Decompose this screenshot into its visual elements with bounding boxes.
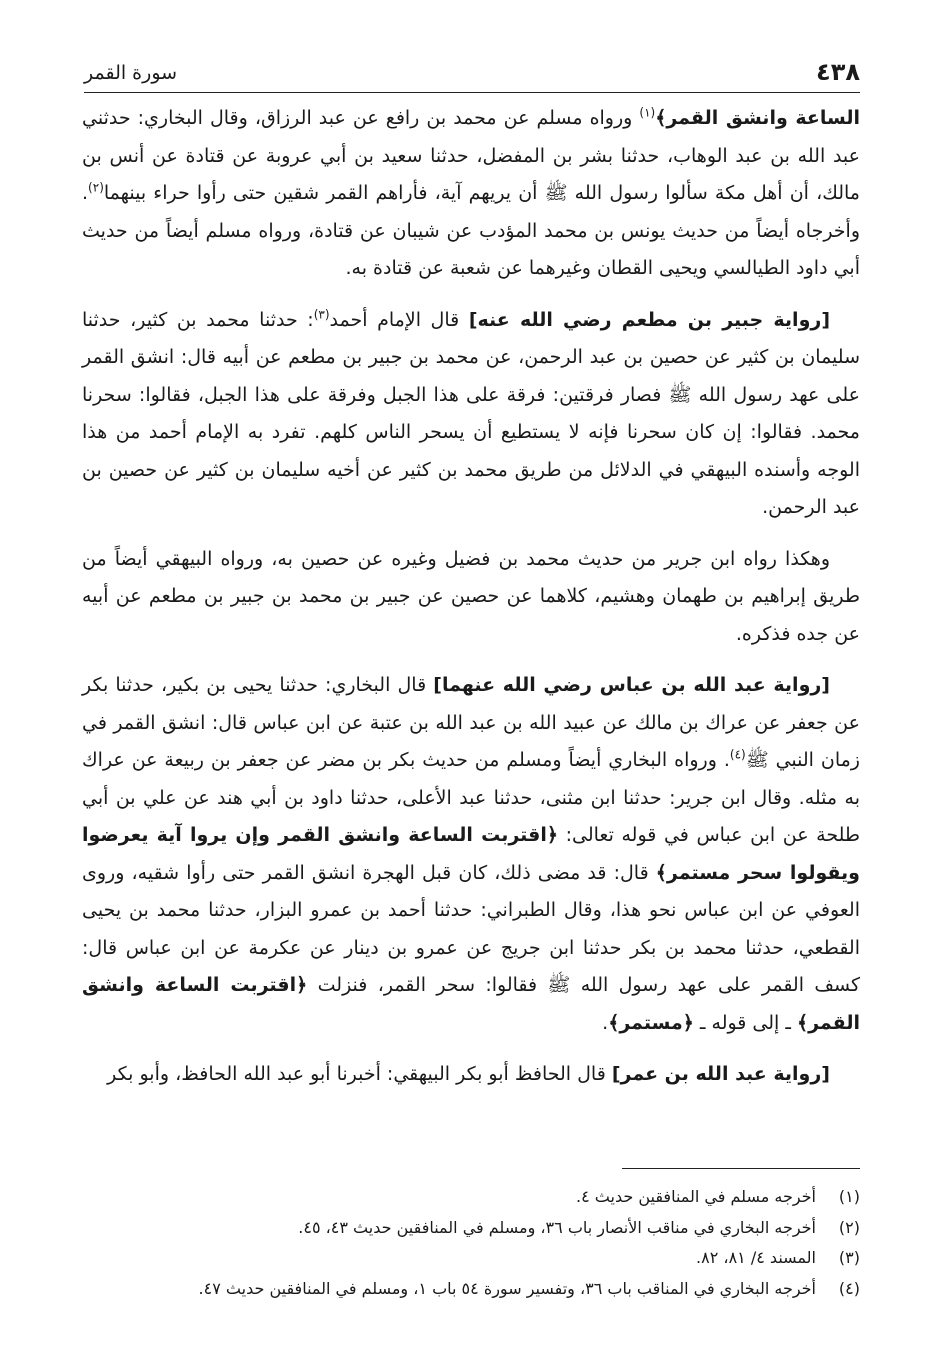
text-run: ـ إلى قوله ـ bbox=[693, 1011, 797, 1034]
footnote-3 bbox=[82, 1243, 860, 1274]
text-run: قال: قد مضى ذلك، كان قبل الهجرة انشق القمر حتى رأوا شقيه، وروى العوفي عن ابن عباس نحو هذا، وقال الطبراني: حدثنا أحمد بن عمرو البزار، حدثنا محمد بن يحيى القطعي، حدثنا محمد بن بكر حدثنا ابن جريج عن عمرو بن دينار عن عكرمة عن ابن عباس قال: كسف القمر على عهد رسول الله ﷺ فقالوا: سحر القمر، فنزلت bbox=[82, 861, 860, 996]
footnote-ref: (٢) bbox=[88, 180, 104, 195]
bold-text: [رواية عبد الله بن عمر] bbox=[611, 1063, 830, 1085]
footnote-text: أخرجه البخاري في مناقب الأنصار باب ٣٦، ومسلم في المنافقين حديث ٤٣، ٤٥. bbox=[298, 1217, 816, 1237]
text-run: قال الحافظ أبو بكر البيهقي: أخبرنا أبو عبد الله الحافظ، وأبو بكر bbox=[107, 1063, 612, 1085]
footnote-ref: (١) bbox=[639, 105, 656, 120]
text-run: قال البخاري: حدثنا يحيى بن بكير، حدثنا بكر عن جعفر عن عراك بن مالك عن عبيد الله بن عبد الله بن عتبة عن ابن عباس قال: انشق القمر في زمان النبي ﷺ bbox=[82, 674, 860, 771]
footnote-divider bbox=[622, 1168, 860, 1169]
footnote-number: (٢) bbox=[838, 1217, 860, 1237]
footnote-ref: (٣) bbox=[313, 307, 330, 322]
footnote-number: (٤) bbox=[838, 1278, 860, 1298]
bold-text: [رواية عبد الله بن عباس رضي الله عنهما] bbox=[433, 674, 830, 696]
text-run: . bbox=[602, 1011, 609, 1034]
text-run: . ورواه البخاري أيضاً ومسلم من حديث بكر بن مضر عن جعفر بن ربيعة عن عراك به مثله. وقال ابن جرير: حدثنا ابن مثنى، حدثنا عبد الأعلى، حدثنا داود بن أبي هند عن علي بن أبي طلحة عن ابن عباس في قوله تعالى: bbox=[82, 749, 860, 846]
paragraph-ibn-abbas bbox=[82, 667, 860, 1042]
bold-text: ﴿اقتربت الساعة وانشق القمر وإن يروا آية يعرضوا ويقولوا سحر مستمر﴾ bbox=[82, 824, 860, 884]
main-text bbox=[82, 100, 860, 1094]
page-number: ٤٣٨ bbox=[816, 58, 860, 86]
text-run: ورواه مسلم عن محمد بن رافع عن عبد الرزاق، وقال البخاري: حدثني عبد الله بن عبد الوهاب، حدثنا بشر بن المفضل، حدثنا سعيد بن أبي عروبة عن قتادة عن أنس بن مالك، أن أهل مكة سألوا رسول الله ﷺ أن يريهم آية، فأراهم القمر شقين حتى رأوا حراء بينهما bbox=[82, 107, 860, 204]
paragraph-ibn-jarir bbox=[82, 541, 860, 654]
footnotes bbox=[82, 1182, 860, 1304]
text-run: . وأخرجاه أيضاً من حديث يونس بن محمد المؤدب عن شيبان عن قتادة، ورواه مسلم أيضاً من حديث أبي داود الطيالسي ويحيى القطان وغيرهما عن شعبة عن قتادة به. bbox=[82, 182, 860, 279]
footnote-text: أخرجه البخاري في المناقب باب ٣٦، وتفسير سورة ٥٤ باب ١، ومسلم في المنافقين حديث ٤٧. bbox=[198, 1278, 816, 1298]
bold-text: ﴿مستمر﴾ bbox=[608, 1011, 694, 1034]
footnote-ref: (٤) bbox=[729, 747, 746, 762]
text-run: وهكذا رواه ابن جرير من حديث محمد بن فضيل وغيره عن حصين به، ورواه البيهقي أيضاً من طريق إبراهيم بن طهمان وهشيم، كلاهما عن حصين عن جبير بن محمد بن جبير بن مطعم عن أبيه عن جده فذكره. bbox=[82, 547, 860, 645]
text-run: قال الإمام أحمد bbox=[329, 308, 469, 331]
bold-text: [رواية جبير بن مطعم رضي الله عنه] bbox=[468, 308, 831, 331]
paragraph-1 bbox=[82, 100, 860, 288]
surah-title: سورة القمر bbox=[84, 62, 178, 84]
footnote-text: المسند ٤/ ٨١، ٨٢. bbox=[696, 1248, 816, 1267]
footnote-4 bbox=[82, 1274, 860, 1305]
footnote-1 bbox=[82, 1182, 860, 1213]
paragraph-jubayr bbox=[82, 302, 860, 527]
footnote-number: (٣) bbox=[838, 1248, 860, 1267]
footnote-2 bbox=[82, 1213, 860, 1244]
bold-text: ﴿اقتربت الساعة وانشق القمر﴾ bbox=[82, 974, 860, 1034]
bold-text: الساعة وانشق القمر﴾ bbox=[655, 107, 860, 129]
footnote-text: أخرجه مسلم في المنافقين حديث ٤. bbox=[576, 1187, 816, 1206]
running-header bbox=[84, 56, 860, 93]
footnote-number: (١) bbox=[838, 1187, 860, 1206]
paragraph-ibn-umar bbox=[82, 1056, 860, 1094]
text-run: : حدثنا محمد بن كثير، حدثنا سليمان بن كثير عن حصين بن عبد الرحمن، عن محمد بن جبير بن مطعم عن أبيه قال: انشق القمر على عهد رسول الله ﷺ فصار فرقتين: فرقة على هذا الجبل وفرقة على هذا الجبل، فقالوا: سحرنا محمد. فقالوا: إن كان سحرنا فإنه لا يستطيع أن يسحر الناس كلهم. تفرد به الإمام أحمد من هذا الوجه وأسنده البيهقي في الدلائل من طريق محمد بن كثير عن أخيه سليمان بن كثير عن حصين بن عبد الرحمن. bbox=[82, 308, 860, 518]
